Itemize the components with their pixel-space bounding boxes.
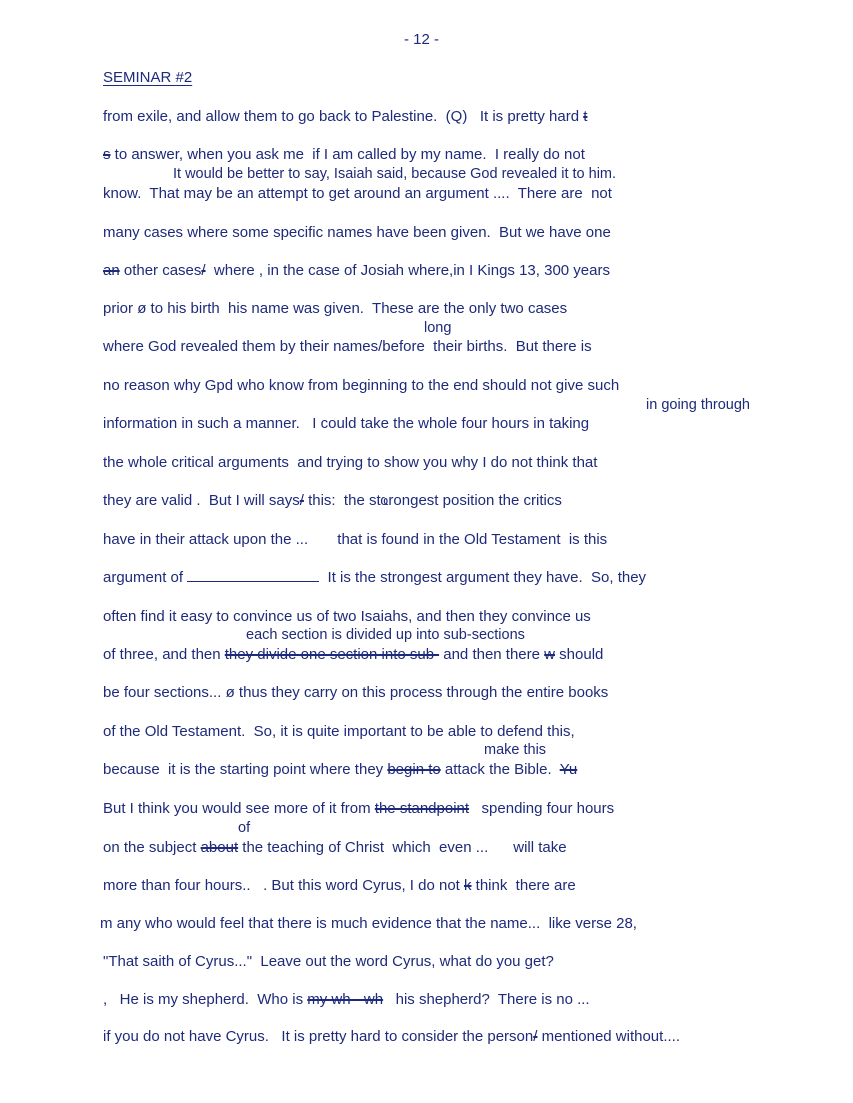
text-line xyxy=(103,1028,680,1046)
strikethrough-text: begin to xyxy=(387,761,441,778)
blank-underline xyxy=(187,569,319,582)
text-segment: to answer, when you ask me if I am called by my name. I really do not xyxy=(110,146,585,163)
text-segment: "That saith of Cyrus..." Leave out the word Cyrus, what do you get? xyxy=(103,953,554,970)
text-segment: they are valid . But I will says xyxy=(103,492,300,509)
text-line xyxy=(173,165,616,183)
text-segment: mentioned without.... xyxy=(537,1028,680,1045)
text-segment: spending four hours xyxy=(469,800,615,817)
text-segment: from exile, and allow them to go back to Palestine. (Q) It is pretty hard xyxy=(103,108,584,125)
text-segment: ø xyxy=(225,684,235,701)
strikethrough-text: k xyxy=(464,877,472,894)
strikethrough-text: / xyxy=(201,262,206,279)
text-segment: But I think you would see more of it from xyxy=(103,800,375,817)
text-segment: argument of xyxy=(103,569,188,586)
text-segment: attack the Bible. xyxy=(440,761,560,778)
strikethrough-text: an xyxy=(103,262,120,279)
strikethrough-text: about xyxy=(200,839,239,856)
seminar-heading: SEMINAR #2 xyxy=(103,69,193,86)
text-segment: because it is the starting point where they xyxy=(103,761,388,778)
strikethrough-text: / xyxy=(533,1028,538,1045)
strikethrough-text: / xyxy=(299,492,304,509)
text-segment: be four sections... xyxy=(103,684,226,701)
text-segment: his shepherd? There is no ... xyxy=(383,991,590,1008)
text-segment: often find it easy to convince us of two Isaiahs, and then they convince us xyxy=(103,608,591,625)
text-line xyxy=(103,531,607,549)
text-segment: , He is my shepherd. Who is xyxy=(103,991,308,1008)
text-line xyxy=(103,415,589,433)
text-line xyxy=(103,146,585,164)
text-line xyxy=(103,377,619,395)
strikethrough-text: s xyxy=(103,146,111,163)
page-number: - 12 - xyxy=(404,31,440,48)
text-segment: know. That may be an attempt to get around an argument .... There are not xyxy=(103,185,612,202)
text-segment: in going through xyxy=(646,397,750,413)
text-line xyxy=(103,646,603,664)
text-segment: long xyxy=(424,320,452,336)
text-segment: other cases xyxy=(119,262,202,279)
text-line xyxy=(103,569,646,587)
text-segment: where , in the case of Josiah where,in I Kings 13, 300 years xyxy=(205,262,610,279)
text-line xyxy=(424,319,451,337)
text-line xyxy=(238,819,250,837)
text-line xyxy=(103,839,567,857)
text-line xyxy=(100,915,637,933)
text-segment: to his birth his name was given. These are the only two cases xyxy=(146,300,568,317)
text-segment: of the Old Testament. So, it is quite important to be able to defend this, xyxy=(103,723,575,740)
text-segment: if you do not have Cyrus. It is pretty hard to consider the person xyxy=(103,1028,534,1045)
text-line xyxy=(103,224,611,242)
text-line xyxy=(103,262,610,280)
text-line xyxy=(103,991,590,1009)
text-line xyxy=(246,626,525,644)
strikethrough-text: w xyxy=(544,646,556,663)
text-segment: of xyxy=(238,820,251,836)
text-line xyxy=(103,492,562,510)
text-line xyxy=(103,454,597,472)
text-segment: m any who would feel that there is much evidence that the name... like verse 28, xyxy=(100,915,637,932)
text-line xyxy=(103,953,554,971)
text-line xyxy=(103,108,587,126)
text-segment: on the subject xyxy=(103,839,201,856)
text-segment: thus they carry on this process through the entire books xyxy=(234,684,609,701)
text-segment: make this xyxy=(484,742,547,758)
text-segment: each section is divided up into sub-sections xyxy=(246,627,525,643)
strikethrough-text: my wh - wh xyxy=(307,991,384,1008)
text-line xyxy=(103,723,575,741)
strikethrough-text: they divide one section into sub- xyxy=(224,646,440,663)
text-segment: many cases where some specific names have been given. But we have one xyxy=(103,224,611,241)
text-line xyxy=(103,761,577,779)
text-segment: of three, and then xyxy=(103,646,225,663)
text-segment: this: the stҩrongest position the critics xyxy=(303,492,562,509)
text-line xyxy=(103,185,612,203)
text-segment: should xyxy=(555,646,604,663)
text-segment: think there are xyxy=(471,877,576,894)
text-segment: prior xyxy=(103,300,138,317)
text-line xyxy=(103,608,591,626)
text-line xyxy=(103,300,567,318)
text-line xyxy=(484,741,546,759)
text-segment: more than four hours.. . But this word Cyrus, I do not xyxy=(103,877,464,894)
text-segment: the whole critical arguments and trying to show you why I do not think that xyxy=(103,454,598,471)
text-segment: information in such a manner. I could take the whole four hours in taking xyxy=(103,415,590,432)
text-segment: It is the strongest argument they have. So, they xyxy=(319,569,647,586)
text-segment: no reason why Gpd who know from beginning to the end should not give such xyxy=(103,377,620,394)
text-line xyxy=(103,684,608,702)
text-segment: where God revealed them by their names/before their births. But there is xyxy=(103,338,592,355)
text-segment: It would be better to say, Isaiah said, because God revealed it to him. xyxy=(173,166,617,182)
strikethrough-text: Yu xyxy=(559,761,578,778)
text-segment: have in their attack upon the ... that is found in the Old Testament is this xyxy=(103,531,608,548)
text-line xyxy=(103,338,592,356)
strikethrough-text: the standpoint xyxy=(374,800,470,817)
text-segment: ø xyxy=(137,300,147,317)
text-segment: and then there xyxy=(439,646,545,663)
text-line xyxy=(103,800,614,818)
text-line xyxy=(646,396,750,414)
text-segment: the teaching of Christ which even ... will take xyxy=(238,839,567,856)
strikethrough-text: t xyxy=(583,108,588,125)
text-line xyxy=(103,877,576,895)
